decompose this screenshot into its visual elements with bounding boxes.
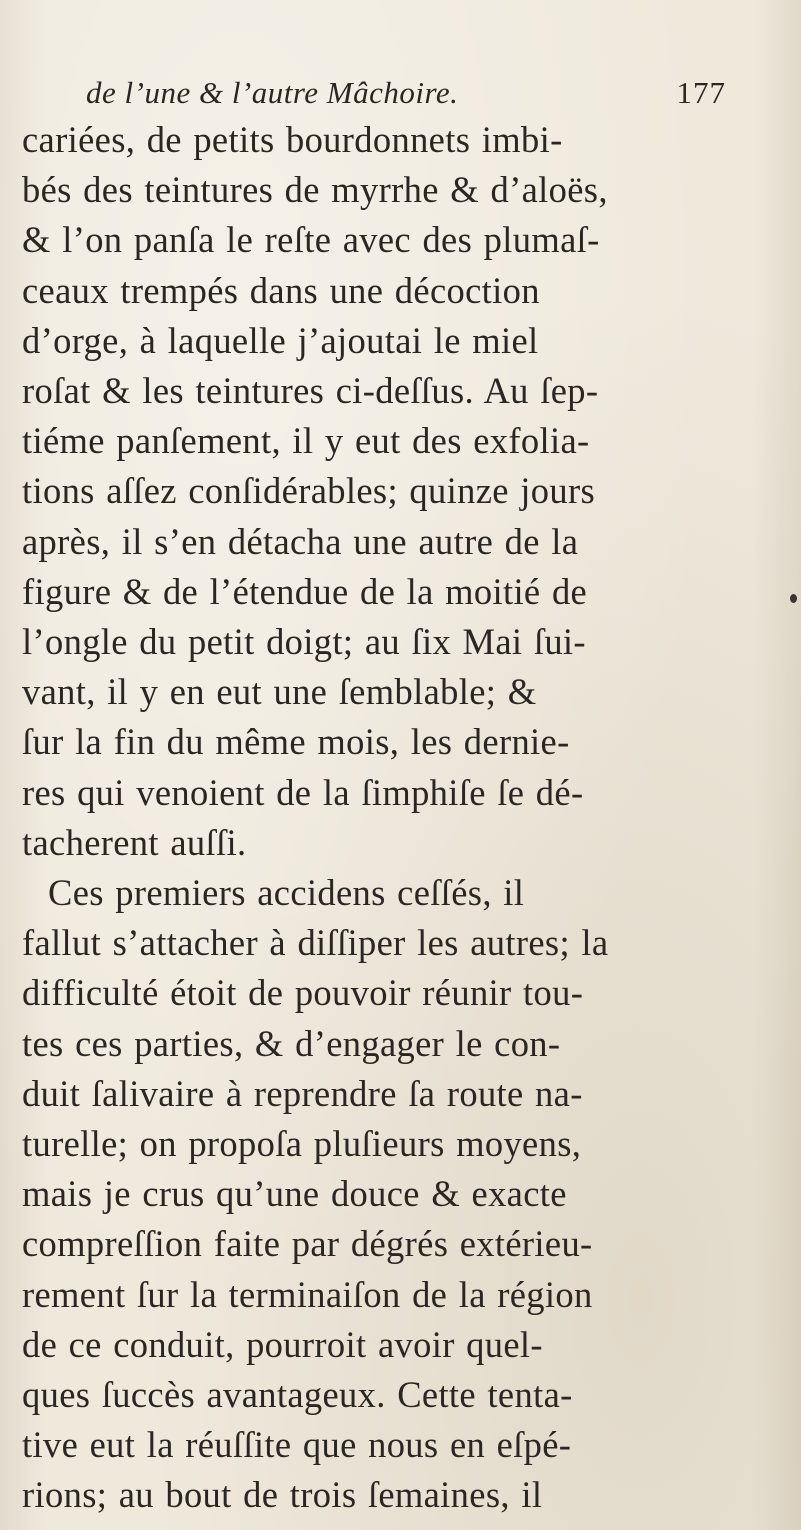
text-line: ques ſuccès avantageux. Cette tenta- [22, 1374, 573, 1415]
text-line: roſat & les teintures ci-deſſus. Au ſep- [22, 370, 599, 411]
text-line: compreſſion faite par dégrés extérieu- [22, 1223, 593, 1265]
text-line: mais je crus qu’une douce & exacte [22, 1173, 567, 1215]
ink-spot [790, 594, 797, 603]
text-line: duit ſalivaire à reprendre ſa route na- [22, 1072, 583, 1114]
text-line: difficulté étoit de pouvoir réunir tou- [22, 972, 584, 1014]
text-line: tacherent auſſi. [22, 821, 247, 863]
paragraph-first-line: Ces premiers accidens ceſſés, il [48, 872, 525, 913]
text-line: tes ces parties, & d’engager le con- [22, 1022, 561, 1064]
running-head-title: de l’une & l’autre Mâchoire. [86, 75, 459, 110]
text-line: de ce conduit, pourroit avoir quel- [22, 1323, 543, 1365]
page-number: 177 [676, 75, 726, 110]
text-line: tions aſſez conſidérables; quinze jours [22, 470, 596, 512]
text-line: d’orge, à laquelle j’ajoutai le miel [22, 319, 539, 361]
text-line: & l’on panſa le reſte avec des plumaſ- [22, 219, 600, 261]
text-line: après, il s’en détacha une autre de la [22, 520, 579, 562]
text-line: tive eut la réuſſite que nous en eſpé- [22, 1424, 572, 1466]
text-line: turelle; on propoſa pluſieurs moyens, [22, 1123, 582, 1164]
text-line: figure & de l’étendue de la moitié de [22, 570, 588, 612]
text-line: l’ongle du petit doigt; au ſix Mai ſui- [22, 621, 586, 662]
running-head [86, 68, 726, 118]
text-line: ſur la fin du même mois, les dernie- [22, 721, 570, 763]
text-line: rement ſur la terminaiſon de la région [22, 1273, 593, 1315]
text-line: rions; au bout de trois ſemaines, il [22, 1474, 543, 1516]
text-line: cariées, de petits bourdonnets imbi- [22, 119, 563, 160]
text-line: tiéme panſement, il y eut des exfolia- [22, 420, 590, 462]
text-line: bés des teintures de myrrhe & d’aloës, [22, 169, 608, 211]
text-line: ceaux trempés dans une décoction [22, 269, 540, 311]
text-line: vant, il y en eut une ſemblable; & [22, 671, 537, 713]
text-line: res qui venoient de la ſimphiſe ſe dé- [22, 771, 584, 813]
text-line: fallut s’attacher à diſſiper les autres; la [22, 922, 609, 964]
